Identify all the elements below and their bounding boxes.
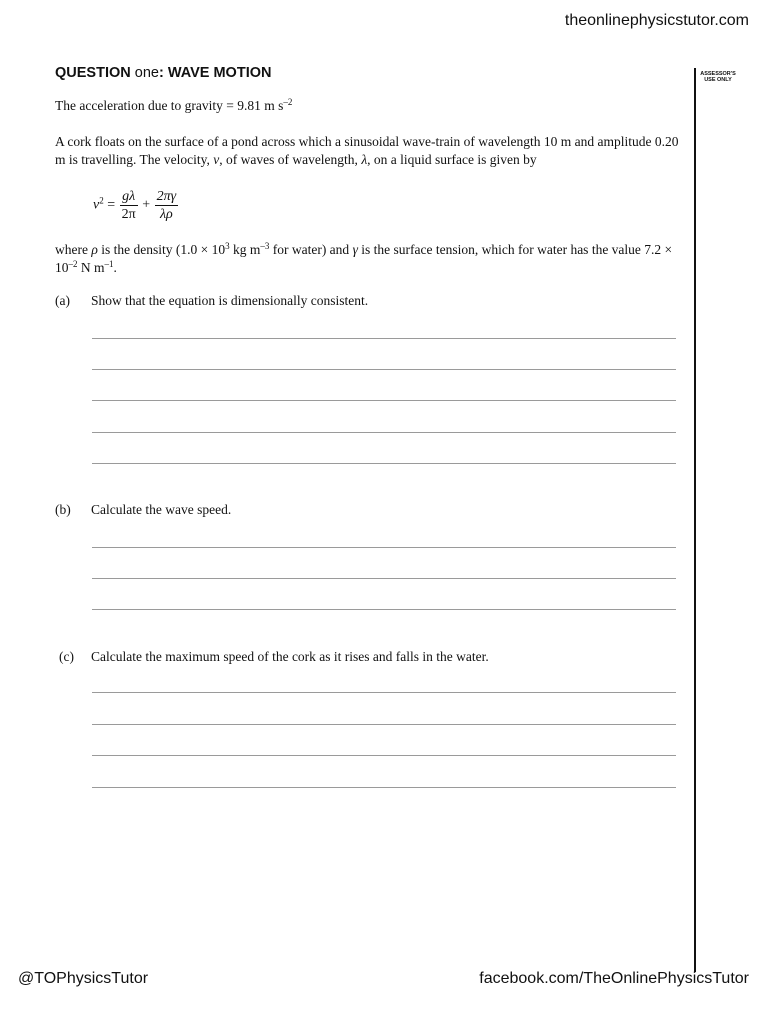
formula-fraction-2 [155,188,179,223]
formula-lhs-exponent: 2 [99,195,104,206]
gravity-exponent: –2 [283,97,293,107]
gravity-statement [55,97,680,115]
answer-line[interactable] [92,369,676,370]
formula-lhs: v [93,197,100,213]
tension-exponent: –2 [68,258,78,269]
rho-symbol: ρ [91,242,98,257]
answer-line[interactable] [92,578,676,579]
site-url[interactable]: theonlinephysicstutor.com [564,12,749,29]
where-text-3: kg m [229,242,261,257]
question-title-prefix: QUESTION [55,65,131,81]
density-exponent: 3 [225,241,230,251]
question-intro [55,133,680,168]
question-number: one [134,65,159,81]
assessor-column-rule [694,68,696,972]
where-text-6: N m [77,259,105,275]
intro-velocity-symbol: v [213,151,220,167]
facebook-link[interactable]: facebook.com/TheOnlinePhysicsTutor [479,970,749,987]
answer-line[interactable] [92,755,676,756]
intro-lambda-symbol: λ [361,151,368,167]
answer-line[interactable] [92,400,676,401]
gravity-text: The acceleration due to gravity = 9.81 m s [55,98,284,113]
answer-line[interactable] [92,547,676,548]
fraction-2-denominator: λρ [159,207,173,222]
part-a-prompt: Show that the equation is dimensionally consistent. [91,293,369,308]
intro-text-1: A cork floats on the surface of a pond across which a sinusoidal wave-train of wavelength 10 m and amplitude 0.20 m is travelling. The velocity, [55,134,679,167]
answer-line[interactable] [92,787,676,788]
fraction-1-denominator: 2π [121,207,136,222]
formula-fraction-1 [120,188,138,223]
intro-text-3: , on a liquid surface is given by [367,151,537,167]
question-title [55,65,271,81]
assessor-use-label: ASSESSOR'S USE ONLY [700,71,736,84]
part-b-label: (b) [55,502,71,517]
where-text-7: . [113,259,117,275]
formula-plus: + [138,197,154,213]
gamma-symbol: γ [352,242,358,257]
where-text-1: where [55,242,92,257]
wave-speed-formula [93,188,179,223]
answer-line[interactable] [92,463,676,464]
where-text-4: for water) and [269,242,353,257]
part-a-label: (a) [55,293,70,308]
density-unit-exponent: –3 [260,241,270,251]
where-text-5: is the surface tension, which for water has the value 7.2 × 10 [55,242,673,275]
where-statement [55,241,680,276]
fraction-2-numerator: 2πγ [156,189,177,204]
part-b-prompt: Calculate the wave speed. [91,502,232,517]
answer-line[interactable] [92,609,676,610]
intro-text-2: , of waves of wavelength, [219,151,362,167]
answer-line[interactable] [92,724,676,725]
tension-unit-exponent: –1 [104,258,114,269]
part-c-prompt: Calculate the maximum speed of the cork as it rises and falls in the water. [91,649,489,664]
answer-line[interactable] [92,432,676,433]
part-c-label: (c) [59,649,74,664]
fraction-1-numerator: gλ [120,188,138,206]
answer-line[interactable] [92,338,676,339]
formula-equals: = [103,197,119,213]
answer-line[interactable] [92,692,676,693]
twitter-handle[interactable]: @TOPhysicsTutor [18,970,149,987]
where-text-2: is the density (1.0 × 10 [97,242,226,257]
question-topic: : WAVE MOTION [158,65,272,81]
